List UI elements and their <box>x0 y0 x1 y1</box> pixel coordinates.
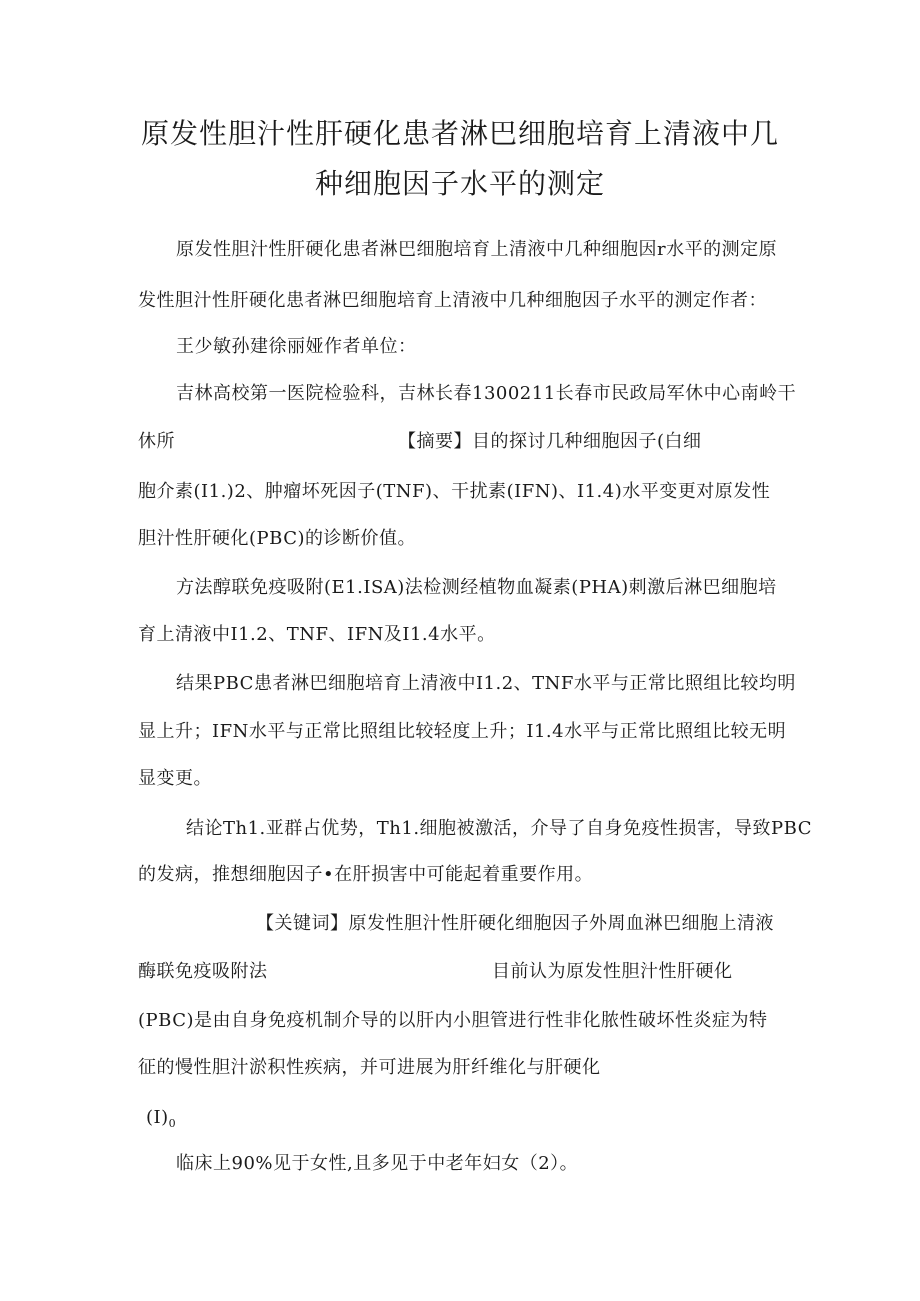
reference-marker: (I) <box>146 1107 169 1128</box>
results-line-2: 显上升；IFN水平与正常比照组比较轻度上升；I1.4水平与正常比照组比较无明 <box>138 721 787 742</box>
affiliation-line-1: 吉林高校第一医院检验科，吉林长春1300211长春市民政局军休中心南岭干 <box>176 383 797 404</box>
title-line-1: 原发性胆汁性肝硬化患者淋巴细胞培育上清液中几 <box>140 117 779 150</box>
body-line-3: 征的慢性胆汁淤积性疾病，并可进展为肝纤维化与肝硬化 <box>138 1057 601 1078</box>
body-line-2: (PBC)是由自身免疫机制介导的以肝内小胆管进行性非化脓性破坏性炎症为特 <box>138 1010 768 1031</box>
methods-line-2: 育上清液中I1.2、TNF、IFN及I1.4水平。 <box>138 624 496 645</box>
conclusion-line-1: 结论Th1.亚群占优势，Th1.细胞被激活，介导了自身免疫性损害，导致PBC <box>186 818 812 839</box>
affiliation-line-2: 休所 <box>138 431 175 452</box>
intro-line-1: 原发性胆汁性肝硬化患者淋巴细胞培育上清液中几种细胞因r水平的测定原 <box>176 239 778 260</box>
abstract-line-3: 胆汁性肝硬化(PBC)的诊断价值。 <box>138 528 416 549</box>
results-line-1: 结果PBC患者淋巴细胞培育上清液中I1.2、TNF水平与正常比照组比较均明 <box>176 673 796 694</box>
reference-subscript: 0 <box>168 1117 177 1130</box>
abstract-line-1: 【摘要】目的探讨几种细胞因子(白细 <box>398 431 702 452</box>
keywords-line-2: 酶联免疫吸附法 <box>138 961 268 982</box>
intro-line-2: 发性胆汁性肝硬化患者淋巴细胞培育上清液中几种细胞因子水平的测定作者： <box>138 290 767 311</box>
body-line-1: 目前认为原发性胆汁性肝硬化 <box>492 961 733 982</box>
reference-line <box>146 1106 176 1136</box>
methods-line-1: 方法醇联免疫吸附(E1.ISA)法检测经植物血凝素(PHA)刺激后淋巴细胞培 <box>176 577 777 598</box>
authors-line: 王少敏孙建徐丽娅作者单位： <box>176 336 417 357</box>
conclusion-line-2: 的发病，推想细胞因子•在肝损害中可能起着重要作用。 <box>138 864 594 885</box>
abstract-line-2: 胞介素(I1.)2、肿瘤坏死因子(TNF)、干扰素(IFN)、I1.4)水平变更对原发性 <box>138 481 771 502</box>
title-line-2: 种细胞因子水平的测定 <box>314 167 605 200</box>
last-line: 临床上90%见于女性,且多见于中老年妇女（2）。 <box>176 1153 579 1174</box>
keywords-line-1: 【关键词】原发性胆汁性肝硬化细胞因子外周血淋巴细胞上清液 <box>256 913 774 934</box>
results-line-3: 显变更。 <box>138 768 212 789</box>
